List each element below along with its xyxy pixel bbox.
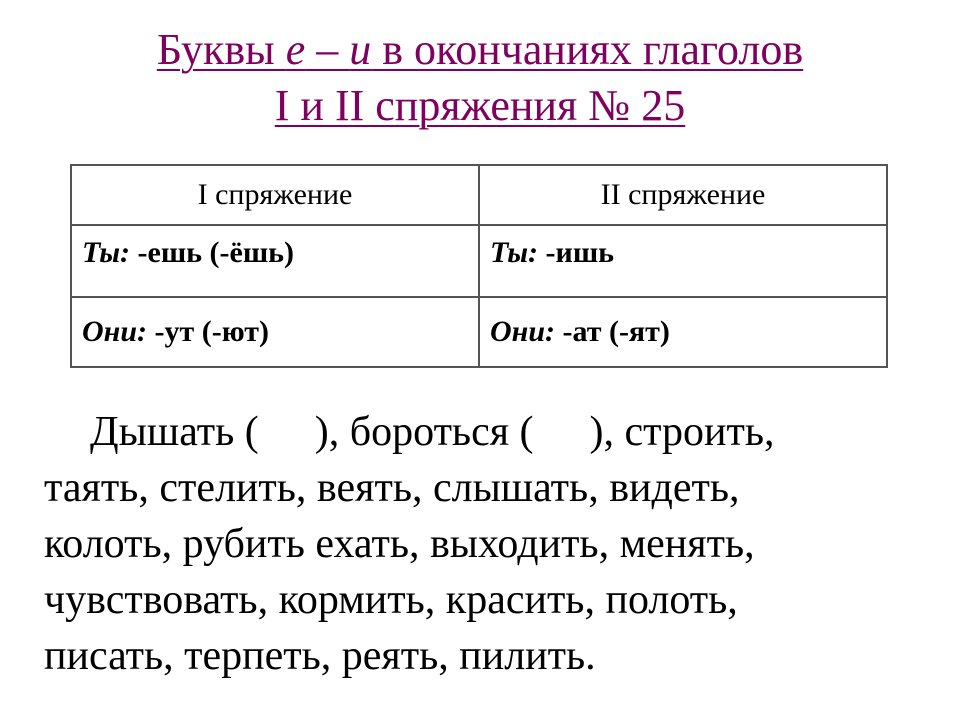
exercise-line-5: писать, терпеть, реять, пилить. [44, 633, 596, 679]
table-cell: Они: -ат (-ят) [479, 297, 887, 367]
exercise-line-3: колоть, рубить ехать, выходить, менять, [44, 521, 755, 567]
table-cell: Ты: -ешь (-ёшь) [71, 225, 479, 297]
table-cell: Они: -ут (-ют) [71, 297, 479, 367]
header-conjugation-1: I спряжение [71, 165, 479, 225]
page-title [0, 22, 960, 134]
table-row [71, 225, 887, 297]
exercise-line-4: чувствовать, кормить, красить, полоть, [44, 577, 738, 623]
exercise-text [44, 404, 924, 684]
table-row [71, 297, 887, 367]
exercise-line-2: таять, стелить, веять, слышать, видеть, [44, 465, 740, 511]
conjugation-table [70, 164, 888, 368]
title-line-1: Буквы е – и в окончаниях глаголов [156, 25, 804, 74]
header-conjugation-2: II спряжение [479, 165, 887, 225]
title-line-2: I и II спряжения № 25 [274, 81, 686, 130]
table-header-row [71, 165, 887, 225]
exercise-line-1: Дышать ( ), бороться ( ), строить, [90, 409, 775, 455]
table-cell: Ты: -ишь [479, 225, 887, 297]
